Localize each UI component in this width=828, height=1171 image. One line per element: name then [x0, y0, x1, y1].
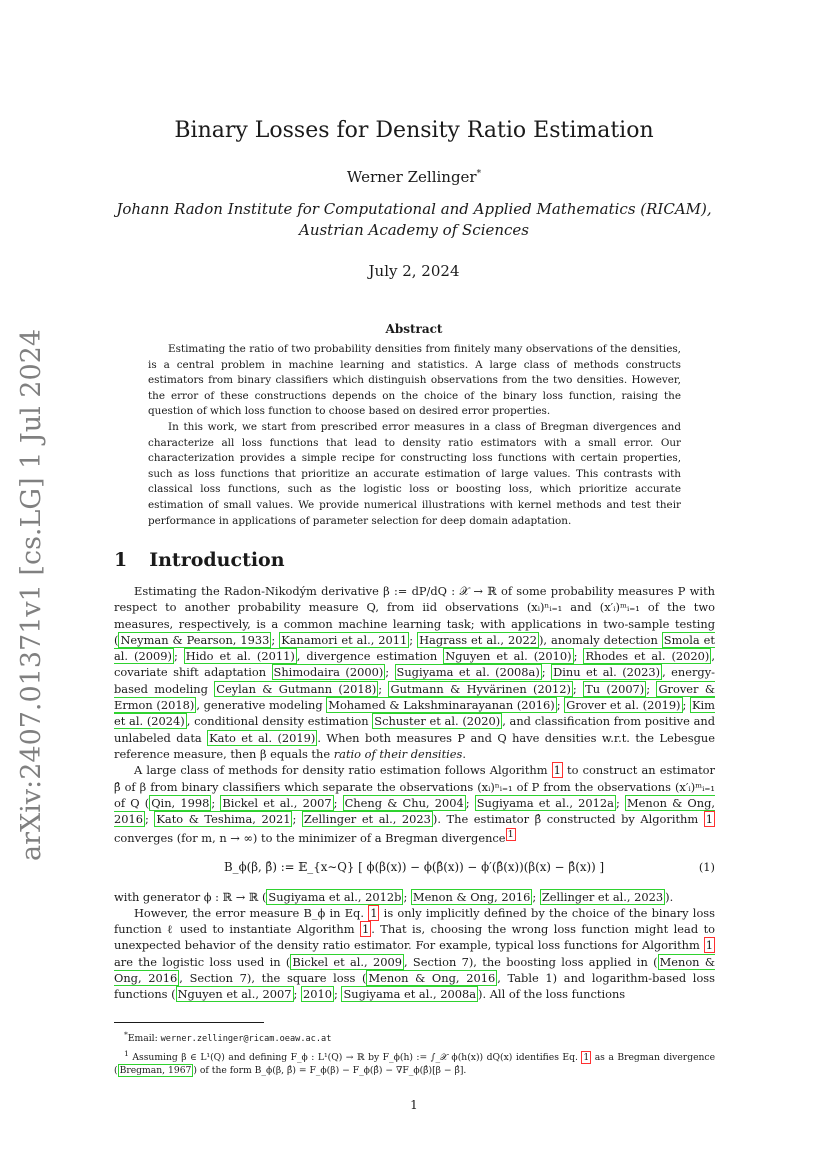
- equation-block: [114, 851, 715, 887]
- algorithm-reference-link[interactable]: 1: [705, 938, 713, 953]
- text-run: However, the error measure B_ϕ in Eq.: [134, 905, 369, 920]
- text-run: ). The estimator β̂ constructed by Algorithm: [432, 812, 704, 827]
- citation-link[interactable]: Menon & Ong, 2016: [412, 889, 531, 904]
- citation-link[interactable]: Bickel et al., 2009: [292, 954, 402, 969]
- citation-link[interactable]: Hagrass et al., 2022: [419, 632, 537, 647]
- text-run: , energy-based modeling: [114, 665, 715, 696]
- affiliation-line-1: Johann Radon Institute for Computational and Applied Mathematics (RICAM),: [116, 200, 712, 218]
- author-name: Werner Zellinger: [346, 168, 477, 186]
- abstract-heading: Abstract: [385, 322, 443, 336]
- citation-link[interactable]: Rhodes et al. (2020): [585, 649, 710, 664]
- equation-reference-link[interactable]: 1: [583, 1051, 590, 1063]
- footnote-divider: [114, 1022, 264, 1023]
- abstract-paragraph-1: Estimating the ratio of two probability densities from finitely many observations of the densities, is a central problem in machine learning and statistics. A large class of methods constructs estimators from binary classifiers which distinguish observations from the two densities. However, the error of these constructions depends on the choice of the binary loss function, raising the question of which loss function to choose based on desired error properties.: [148, 343, 681, 418]
- citation-link[interactable]: Sugiyama et al., 2008a: [343, 987, 477, 1002]
- affiliation-line-2: Austrian Academy of Sciences: [298, 221, 530, 239]
- citation-link[interactable]: Kato & Teshima, 2021: [156, 812, 291, 827]
- text-run: , covariate shift adaptation: [114, 649, 715, 680]
- emphasis: ratio of their densities: [333, 746, 463, 761]
- citation-link[interactable]: Grover et al. (2019): [566, 698, 681, 713]
- arxiv-identifier-stamp: [14, 328, 50, 861]
- citation-link[interactable]: Zellinger et al., 2023: [303, 812, 431, 827]
- text-run: , and classification from positive and unlabeled data: [114, 714, 715, 745]
- text-run: , generative modeling: [196, 698, 327, 713]
- text-run: with generator ϕ : ℝ → ℝ (: [114, 889, 267, 904]
- citation-link[interactable]: Kim et al. (2024): [114, 698, 715, 729]
- equation-number: (1): [698, 859, 715, 874]
- citation-link[interactable]: Menon & Ong, 2016: [114, 795, 716, 827]
- citation-link[interactable]: Zellinger et al., 2023: [541, 889, 664, 904]
- text-run: Assuming β ∈ L¹(Q) and defining F_ϕ : L¹(Q) → ℝ by F_ϕ(h) := ∫_𝒳 ϕ(h(x)) dQ(x) identifies Eq.: [132, 1051, 582, 1063]
- text-run: , Section 7), the boosting loss applied in (: [403, 954, 658, 969]
- citation-link[interactable]: Kanamori et al., 2011: [281, 632, 408, 647]
- footnote-label: Email:: [127, 1033, 161, 1045]
- text-run: , divergence estimation: [296, 649, 444, 664]
- text-run: , conditional density estimation: [186, 714, 373, 729]
- citation-link[interactable]: Bickel et al., 2007: [222, 795, 332, 810]
- affiliation: [100, 199, 728, 241]
- citation-link[interactable]: Neyman & Pearson, 1933: [120, 632, 270, 647]
- paper-date: July 2, 2024: [368, 262, 460, 280]
- text-run: ). All of the loss functions: [478, 987, 626, 1002]
- citation-link[interactable]: Nguyen et al., 2007: [177, 987, 292, 1002]
- intro-paragraph-3: with generator ϕ : ℝ → ℝ ( Sugiyama et al., 2012b ; Menon & Ong, 2016 ; Zellinger et al., 2023 ).: [114, 889, 674, 904]
- text-run: ), anomaly detection: [538, 632, 662, 647]
- citation-link[interactable]: Sugiyama et al., 2012b: [268, 889, 402, 904]
- algorithm-reference-link[interactable]: 1: [553, 763, 561, 778]
- section-number: 1: [114, 549, 128, 571]
- citation-link[interactable]: Bregman, 1967: [119, 1065, 192, 1077]
- footnotes: [114, 1028, 715, 1078]
- citation-link[interactable]: Cheng & Chu, 2004: [344, 795, 464, 810]
- text-run: are the logistic loss used in (: [114, 954, 291, 969]
- text-run: . That is, choosing the wrong loss function might lead to unexpected behavior of the density ratio estimator. For example, typical loss functions for Algorithm: [114, 922, 715, 953]
- text-run: .: [462, 746, 467, 761]
- footnote-1: [114, 1047, 715, 1078]
- citation-link[interactable]: Dinu et al. (2023): [553, 665, 661, 680]
- citation-link[interactable]: Menon & Ong, 2016: [368, 971, 496, 986]
- abstract-paragraph-2: In this work, we start from prescribed error measures in a class of Bregman divergences and characterize all loss functions that lead to density ratio estimators with a small error. Our characterization provides a simple recipe for constructing loss functions with certain properties, such as loss functions that prioritize an accurate estimation of large values. This contrasts with classical loss functions, such as the logistic loss or boosting loss, which prioritize accurate estimation of small values. We provide numerical illustrations with kernel methods and test their performance in applications of parameter selection for deep domain adaptation.: [148, 420, 681, 527]
- page-number: 1: [410, 1098, 418, 1112]
- body-text: [114, 583, 715, 1003]
- citation-link[interactable]: Kato et al. (2019): [209, 730, 316, 745]
- citation-link[interactable]: Sugiyama et al. (2008a): [396, 665, 540, 680]
- citation-link[interactable]: Tu (2007): [585, 681, 645, 696]
- citation-link[interactable]: Shimodaira (2000): [273, 665, 384, 680]
- text-run: is only implicitly defined by the choice of the binary loss function ℓ used to instantiate Algorithm: [114, 905, 715, 937]
- text-run: Estimating the Radon-Nikodým derivative β := dP/dQ : 𝒳 → ℝ of some probability measures P with respect to another probability measure Q, from iid observations (xᵢ)ⁿᵢ₌₁ and (x′ᵢ)ᵐᵢ₌₁ of the two measures, respectively, is a common machine learning task; with applications in two-sample testing (: [114, 584, 715, 647]
- footnote-mark: *: [124, 1030, 128, 1039]
- citation-link[interactable]: Smola et al. (2009): [114, 632, 715, 664]
- intro-paragraph-2: A large class of methods for density ratio estimation follows Algorithm 1 to construct an estimator β̂ of β from binary classifiers which separate the observations (xᵢ)ⁿᵢ₌₁ of P from the observations (x′ᵢ)ᵐᵢ₌₁ of Q ( Qin, 1998 ; Bickel et al., 2007 ; Cheng & Chu, 2004 ; Sugiyama et al., 2012a ; Menon & Ong, 2016 ; Kato & Teshima, 2021 ; Zellinger et al., 2023 ). The estimator β̂ constructed by Algorithm 1 converges (for m, n → ∞) to the minimizer of a Bregman divergence $^1$: [114, 763, 716, 846]
- section-title: Introduction: [149, 549, 285, 571]
- text-run: , Section 7), the square loss (: [179, 971, 367, 986]
- footnote-reference-link[interactable]: 1: [507, 829, 514, 841]
- text-run: as a Bregman divergence (: [114, 1051, 716, 1077]
- arxiv-stamp-text: arXiv:2407.01371v1 [cs.LG] 1 Jul 2024: [16, 328, 47, 861]
- algorithm-reference-link[interactable]: 1: [705, 812, 714, 827]
- citation-link[interactable]: 2010: [303, 987, 333, 1002]
- footnote-mark: 1: [124, 1048, 129, 1058]
- text-run: , Table 1) and logarithm-based loss functions (: [114, 971, 715, 1002]
- citation-link[interactable]: Nguyen et al. (2010): [445, 649, 572, 664]
- text-run: ).: [665, 889, 674, 904]
- abstract-body: [148, 342, 681, 529]
- equation-reference-link[interactable]: 1: [370, 905, 378, 920]
- email-link[interactable]: werner.zellinger@ricam.oeaw.ac.at: [160, 1034, 332, 1045]
- citation-link[interactable]: Grover & Ermon (2018): [114, 681, 715, 713]
- text-run: converges (for m, n → ∞) to the minimizer of a Bregman divergence: [114, 831, 506, 846]
- author-line: [0, 164, 828, 187]
- section-heading: [114, 548, 285, 572]
- algorithm-reference-link[interactable]: 1: [361, 922, 370, 937]
- intro-paragraph-1: Estimating the Radon-Nikodým derivative β := dP/dQ : 𝒳 → ℝ of some probability measures P with respect to another probability measure Q, from iid observations (xᵢ)ⁿᵢ₌₁ and (x′ᵢ)ᵐᵢ₌₁ of the two measures, respectively, is a common machine learning task; with applications in two-sample testing ( Neyman & Pearson, 1933 ; Kanamori et al., 2011 ; Hagrass et al., 2022 ), anomaly detection Smola et al. (2009) ; Hido et al. (2011) , divergence estimation Nguyen et al. (2010) ; Rhodes et al. (2020) , covariate shift adaptation Shimodaira (2000) ; Sugiyama et al. (2008a) ; Dinu et al. (2023) , energy-based modeling Ceylan & Gutmann (2018) ; Gutmann & Hyvärinen (2012) ; Tu (2007) ; Grover & Ermon (2018) , generative modeling Mohamed & Lakshminarayanan (2016) ; Grover et al. (2019) ; Kim et al. (2024) , conditional density estimation Schuster et al. (2020) , and classification from positive and unlabeled data Kato et al. (2019) . When both measures P and Q have densities w.r.t. the Lebesgue reference measure, then β equals the ratio of their densities.: [114, 584, 715, 761]
- citation-link[interactable]: Hido et al. (2011): [185, 649, 295, 664]
- equation-expression: B_ϕ(β, β̂) := 𝔼_{x∼Q} [ ϕ(β(x)) − ϕ(β̂(x)) − ϕ′(β̂(x))(β(x) − β̂(x)) ]: [224, 859, 605, 874]
- text-run: . When both measures P and Q have densities w.r.t. the Lebesgue reference measure, then β equals the: [114, 730, 715, 761]
- citation-link[interactable]: Gutmann & Hyvärinen (2012): [390, 681, 571, 696]
- footnote-email: [114, 1028, 715, 1047]
- citation-link[interactable]: Ceylan & Gutmann (2018): [216, 681, 377, 696]
- intro-paragraph-4: However, the error measure B_ϕ in Eq. 1 is only implicitly defined by the choice of the binary loss function ℓ used to instantiate Algorithm 1 . That is, choosing the wrong loss function might lead to unexpected behavior of the density ratio estimator. For example, typical loss functions for Algorithm 1 are the logistic loss used in ( Bickel et al., 2009 , Section 7), the boosting loss applied in ( Menon & Ong, 2016 , Section 7), the square loss ( Menon & Ong, 2016 , Table 1) and logarithm-based loss functions ( Nguyen et al., 2007 ; 2010 ; Sugiyama et al., 2008a ). All of the loss functions: [114, 905, 715, 1002]
- text-run: A large class of methods for density ratio estimation follows Algorithm: [134, 763, 552, 778]
- citation-link[interactable]: Qin, 1998: [151, 795, 210, 810]
- text-run: to construct an estimator β̂ of β from binary classifiers which separate the observations (xᵢ)ⁿᵢ₌₁ of P from the observations (x′ᵢ)ᵐᵢ₌₁ of Q (: [114, 763, 715, 810]
- author-footnote-mark: *: [476, 169, 482, 179]
- citation-link[interactable]: Sugiyama et al., 2012a: [476, 795, 614, 810]
- text-run: ) of the form B_ϕ(β, β̂) = F_ϕ(β) − F_ϕ(β̂) − ∇F_ϕ(β̂)[β − β̂].: [193, 1065, 467, 1077]
- citation-link[interactable]: Menon & Ong, 2016: [114, 954, 715, 986]
- citation-link[interactable]: Mohamed & Lakshminarayanan (2016): [328, 698, 555, 713]
- citation-link[interactable]: Schuster et al. (2020): [374, 714, 501, 729]
- paper-title: Binary Losses for Density Ratio Estimation: [174, 118, 654, 143]
